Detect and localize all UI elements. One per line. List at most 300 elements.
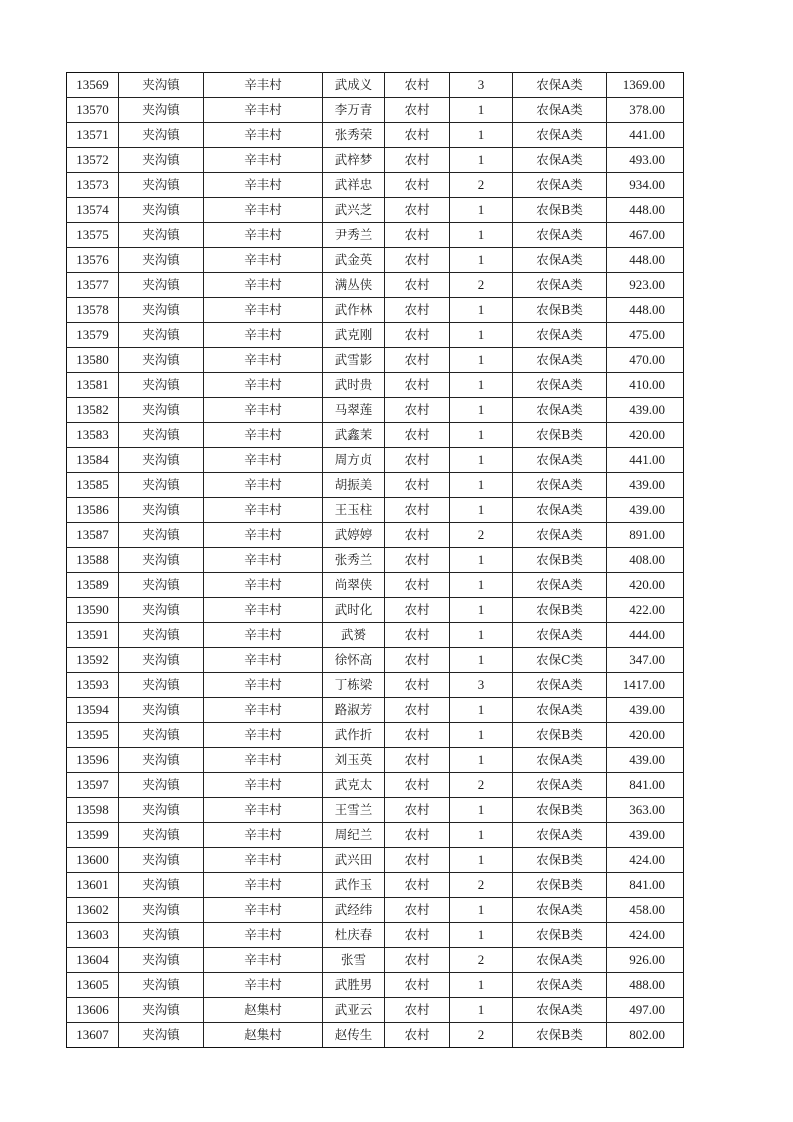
village-cell: 辛丰村 <box>204 798 323 823</box>
member-count-cell: 1 <box>450 548 513 573</box>
table-row <box>67 898 684 923</box>
row-number-cell: 13591 <box>67 623 119 648</box>
table-row <box>67 348 684 373</box>
amount-cell: 444.00 <box>607 623 684 648</box>
table-row <box>67 1023 684 1048</box>
table-row <box>67 673 684 698</box>
member-count-cell: 2 <box>450 1023 513 1048</box>
village-cell: 辛丰村 <box>204 423 323 448</box>
person-name-cell: 王雪兰 <box>323 798 385 823</box>
table-row <box>67 248 684 273</box>
row-number-cell: 13602 <box>67 898 119 923</box>
household-type-cell: 农村 <box>385 73 450 98</box>
village-cell: 赵集村 <box>204 998 323 1023</box>
amount-cell: 422.00 <box>607 598 684 623</box>
amount-cell: 497.00 <box>607 998 684 1023</box>
village-cell: 辛丰村 <box>204 573 323 598</box>
amount-cell: 458.00 <box>607 898 684 923</box>
person-name-cell: 武婷婷 <box>323 523 385 548</box>
person-name-cell: 武经纬 <box>323 898 385 923</box>
village-cell: 辛丰村 <box>204 873 323 898</box>
household-type-cell: 农村 <box>385 998 450 1023</box>
town-cell: 夹沟镇 <box>119 348 204 373</box>
person-name-cell: 徐怀高 <box>323 648 385 673</box>
member-count-cell: 1 <box>450 748 513 773</box>
village-cell: 辛丰村 <box>204 948 323 973</box>
member-count-cell: 1 <box>450 148 513 173</box>
member-count-cell: 1 <box>450 973 513 998</box>
household-type-cell: 农村 <box>385 948 450 973</box>
household-type-cell: 农村 <box>385 198 450 223</box>
amount-cell: 448.00 <box>607 248 684 273</box>
amount-cell: 923.00 <box>607 273 684 298</box>
table-row <box>67 498 684 523</box>
town-cell: 夹沟镇 <box>119 98 204 123</box>
member-count-cell: 1 <box>450 623 513 648</box>
row-number-cell: 13599 <box>67 823 119 848</box>
town-cell: 夹沟镇 <box>119 698 204 723</box>
insurance-category-cell: 农保A类 <box>513 523 607 548</box>
town-cell: 夹沟镇 <box>119 948 204 973</box>
town-cell: 夹沟镇 <box>119 223 204 248</box>
row-number-cell: 13604 <box>67 948 119 973</box>
amount-cell: 467.00 <box>607 223 684 248</box>
village-cell: 赵集村 <box>204 1023 323 1048</box>
town-cell: 夹沟镇 <box>119 148 204 173</box>
amount-cell: 424.00 <box>607 848 684 873</box>
household-type-cell: 农村 <box>385 223 450 248</box>
person-name-cell: 赵传生 <box>323 1023 385 1048</box>
member-count-cell: 1 <box>450 448 513 473</box>
insurance-category-cell: 农保B类 <box>513 798 607 823</box>
town-cell: 夹沟镇 <box>119 323 204 348</box>
household-type-cell: 农村 <box>385 898 450 923</box>
person-name-cell: 张秀荣 <box>323 123 385 148</box>
member-count-cell: 1 <box>450 848 513 873</box>
amount-cell: 841.00 <box>607 873 684 898</box>
amount-cell: 934.00 <box>607 173 684 198</box>
town-cell: 夹沟镇 <box>119 423 204 448</box>
village-cell: 辛丰村 <box>204 898 323 923</box>
household-type-cell: 农村 <box>385 573 450 598</box>
table-row <box>67 598 684 623</box>
amount-cell: 420.00 <box>607 573 684 598</box>
town-cell: 夹沟镇 <box>119 848 204 873</box>
insurance-category-cell: 农保A类 <box>513 223 607 248</box>
amount-cell: 439.00 <box>607 498 684 523</box>
table-row <box>67 548 684 573</box>
table-row <box>67 648 684 673</box>
town-cell: 夹沟镇 <box>119 773 204 798</box>
insurance-category-cell: 农保A类 <box>513 398 607 423</box>
table-row <box>67 923 684 948</box>
table-row <box>67 98 684 123</box>
person-name-cell: 武雪影 <box>323 348 385 373</box>
amount-cell: 420.00 <box>607 723 684 748</box>
insurance-category-cell: 农保A类 <box>513 98 607 123</box>
row-number-cell: 13592 <box>67 648 119 673</box>
amount-cell: 493.00 <box>607 148 684 173</box>
insurance-category-cell: 农保A类 <box>513 248 607 273</box>
insurance-category-cell: 农保A类 <box>513 698 607 723</box>
row-number-cell: 13577 <box>67 273 119 298</box>
row-number-cell: 13597 <box>67 773 119 798</box>
row-number-cell: 13603 <box>67 923 119 948</box>
table-row <box>67 423 684 448</box>
member-count-cell: 1 <box>450 373 513 398</box>
member-count-cell: 1 <box>450 248 513 273</box>
village-cell: 辛丰村 <box>204 448 323 473</box>
insurance-category-cell: 农保A类 <box>513 448 607 473</box>
village-cell: 辛丰村 <box>204 198 323 223</box>
town-cell: 夹沟镇 <box>119 73 204 98</box>
insurance-category-cell: 农保B类 <box>513 298 607 323</box>
insurance-category-cell: 农保B类 <box>513 1023 607 1048</box>
insurance-category-cell: 农保A类 <box>513 998 607 1023</box>
row-number-cell: 13580 <box>67 348 119 373</box>
town-cell: 夹沟镇 <box>119 273 204 298</box>
village-cell: 辛丰村 <box>204 773 323 798</box>
member-count-cell: 1 <box>450 348 513 373</box>
household-type-cell: 农村 <box>385 598 450 623</box>
insurance-category-cell: 农保A类 <box>513 273 607 298</box>
insurance-category-cell: 农保A类 <box>513 473 607 498</box>
insurance-category-cell: 农保B类 <box>513 873 607 898</box>
row-number-cell: 13607 <box>67 1023 119 1048</box>
village-cell: 辛丰村 <box>204 623 323 648</box>
town-cell: 夹沟镇 <box>119 598 204 623</box>
amount-cell: 439.00 <box>607 473 684 498</box>
row-number-cell: 13575 <box>67 223 119 248</box>
person-name-cell: 武兴田 <box>323 848 385 873</box>
row-number-cell: 13572 <box>67 148 119 173</box>
person-name-cell: 武成义 <box>323 73 385 98</box>
insurance-category-cell: 农保A类 <box>513 373 607 398</box>
person-name-cell: 武作折 <box>323 723 385 748</box>
amount-cell: 439.00 <box>607 698 684 723</box>
household-type-cell: 农村 <box>385 798 450 823</box>
amount-cell: 1369.00 <box>607 73 684 98</box>
town-cell: 夹沟镇 <box>119 623 204 648</box>
person-name-cell: 杜庆春 <box>323 923 385 948</box>
table-row <box>67 273 684 298</box>
household-type-cell: 农村 <box>385 373 450 398</box>
table-row <box>67 173 684 198</box>
table-row <box>67 773 684 798</box>
town-cell: 夹沟镇 <box>119 448 204 473</box>
insurance-category-cell: 农保A类 <box>513 123 607 148</box>
member-count-cell: 1 <box>450 698 513 723</box>
member-count-cell: 1 <box>450 498 513 523</box>
insurance-category-cell: 农保C类 <box>513 648 607 673</box>
household-type-cell: 农村 <box>385 648 450 673</box>
person-name-cell: 周方贞 <box>323 448 385 473</box>
town-cell: 夹沟镇 <box>119 198 204 223</box>
household-type-cell: 农村 <box>385 623 450 648</box>
insurance-category-cell: 农保A类 <box>513 73 607 98</box>
village-cell: 辛丰村 <box>204 698 323 723</box>
row-number-cell: 13595 <box>67 723 119 748</box>
member-count-cell: 2 <box>450 873 513 898</box>
table-row <box>67 523 684 548</box>
member-count-cell: 1 <box>450 573 513 598</box>
village-cell: 辛丰村 <box>204 748 323 773</box>
table-row <box>67 973 684 998</box>
household-type-cell: 农村 <box>385 398 450 423</box>
village-cell: 辛丰村 <box>204 523 323 548</box>
household-type-cell: 农村 <box>385 98 450 123</box>
town-cell: 夹沟镇 <box>119 248 204 273</box>
row-number-cell: 13583 <box>67 423 119 448</box>
row-number-cell: 13579 <box>67 323 119 348</box>
town-cell: 夹沟镇 <box>119 898 204 923</box>
table-row <box>67 223 684 248</box>
amount-cell: 441.00 <box>607 123 684 148</box>
table-row <box>67 123 684 148</box>
insurance-category-cell: 农保B类 <box>513 723 607 748</box>
person-name-cell: 武克刚 <box>323 323 385 348</box>
row-number-cell: 13571 <box>67 123 119 148</box>
table-row <box>67 948 684 973</box>
table-row <box>67 148 684 173</box>
insurance-category-cell: 农保A类 <box>513 348 607 373</box>
member-count-cell: 1 <box>450 823 513 848</box>
person-name-cell: 武作玉 <box>323 873 385 898</box>
household-type-cell: 农村 <box>385 773 450 798</box>
town-cell: 夹沟镇 <box>119 823 204 848</box>
insurance-category-cell: 农保A类 <box>513 823 607 848</box>
village-cell: 辛丰村 <box>204 498 323 523</box>
row-number-cell: 13590 <box>67 598 119 623</box>
table-row <box>67 473 684 498</box>
person-name-cell: 武梓梦 <box>323 148 385 173</box>
amount-cell: 439.00 <box>607 398 684 423</box>
member-count-cell: 1 <box>450 898 513 923</box>
household-type-cell: 农村 <box>385 723 450 748</box>
person-name-cell: 胡振美 <box>323 473 385 498</box>
village-cell: 辛丰村 <box>204 373 323 398</box>
table-row <box>67 998 684 1023</box>
table-row <box>67 823 684 848</box>
member-count-cell: 1 <box>450 648 513 673</box>
insurance-category-cell: 农保B类 <box>513 598 607 623</box>
household-type-cell: 农村 <box>385 273 450 298</box>
town-cell: 夹沟镇 <box>119 798 204 823</box>
village-cell: 辛丰村 <box>204 123 323 148</box>
household-type-cell: 农村 <box>385 123 450 148</box>
town-cell: 夹沟镇 <box>119 973 204 998</box>
table-row <box>67 298 684 323</box>
person-name-cell: 武时化 <box>323 598 385 623</box>
town-cell: 夹沟镇 <box>119 998 204 1023</box>
amount-cell: 439.00 <box>607 748 684 773</box>
household-type-cell: 农村 <box>385 673 450 698</box>
member-count-cell: 1 <box>450 298 513 323</box>
member-count-cell: 1 <box>450 198 513 223</box>
insurance-category-cell: 农保B类 <box>513 423 607 448</box>
row-number-cell: 13585 <box>67 473 119 498</box>
person-name-cell: 张秀兰 <box>323 548 385 573</box>
person-name-cell: 武胜男 <box>323 973 385 998</box>
row-number-cell: 13594 <box>67 698 119 723</box>
row-number-cell: 13574 <box>67 198 119 223</box>
table-row <box>67 373 684 398</box>
person-name-cell: 丁栋梁 <box>323 673 385 698</box>
person-name-cell: 马翠莲 <box>323 398 385 423</box>
household-type-cell: 农村 <box>385 348 450 373</box>
member-count-cell: 1 <box>450 723 513 748</box>
village-cell: 辛丰村 <box>204 323 323 348</box>
member-count-cell: 3 <box>450 673 513 698</box>
amount-cell: 802.00 <box>607 1023 684 1048</box>
person-name-cell: 满丛侠 <box>323 273 385 298</box>
household-type-cell: 农村 <box>385 923 450 948</box>
household-type-cell: 农村 <box>385 698 450 723</box>
village-cell: 辛丰村 <box>204 248 323 273</box>
village-cell: 辛丰村 <box>204 673 323 698</box>
table-row <box>67 398 684 423</box>
person-name-cell: 武兴芝 <box>323 198 385 223</box>
household-type-cell: 农村 <box>385 248 450 273</box>
person-name-cell: 武亚云 <box>323 998 385 1023</box>
village-cell: 辛丰村 <box>204 298 323 323</box>
insurance-category-cell: 农保B类 <box>513 923 607 948</box>
member-count-cell: 1 <box>450 123 513 148</box>
person-name-cell: 尹秀兰 <box>323 223 385 248</box>
member-count-cell: 1 <box>450 473 513 498</box>
insurance-category-cell: 农保A类 <box>513 773 607 798</box>
household-type-cell: 农村 <box>385 873 450 898</box>
member-count-cell: 2 <box>450 523 513 548</box>
amount-cell: 410.00 <box>607 373 684 398</box>
insurance-category-cell: 农保A类 <box>513 148 607 173</box>
town-cell: 夹沟镇 <box>119 473 204 498</box>
amount-cell: 841.00 <box>607 773 684 798</box>
person-name-cell: 王玉柱 <box>323 498 385 523</box>
member-count-cell: 1 <box>450 998 513 1023</box>
table-row <box>67 698 684 723</box>
row-number-cell: 13570 <box>67 98 119 123</box>
row-number-cell: 13581 <box>67 373 119 398</box>
member-count-cell: 1 <box>450 323 513 348</box>
person-name-cell: 武赟 <box>323 623 385 648</box>
town-cell: 夹沟镇 <box>119 373 204 398</box>
table-row <box>67 848 684 873</box>
village-cell: 辛丰村 <box>204 848 323 873</box>
household-type-cell: 农村 <box>385 323 450 348</box>
member-count-cell: 2 <box>450 173 513 198</box>
insurance-category-cell: 农保A类 <box>513 623 607 648</box>
household-type-cell: 农村 <box>385 1023 450 1048</box>
row-number-cell: 13573 <box>67 173 119 198</box>
row-number-cell: 13582 <box>67 398 119 423</box>
village-cell: 辛丰村 <box>204 723 323 748</box>
household-type-cell: 农村 <box>385 973 450 998</box>
village-cell: 辛丰村 <box>204 823 323 848</box>
table-row <box>67 73 684 98</box>
village-cell: 辛丰村 <box>204 148 323 173</box>
town-cell: 夹沟镇 <box>119 923 204 948</box>
person-name-cell: 刘玉英 <box>323 748 385 773</box>
village-cell: 辛丰村 <box>204 648 323 673</box>
insurance-category-cell: 农保A类 <box>513 498 607 523</box>
household-type-cell: 农村 <box>385 848 450 873</box>
town-cell: 夹沟镇 <box>119 748 204 773</box>
insurance-category-cell: 农保B类 <box>513 848 607 873</box>
row-number-cell: 13596 <box>67 748 119 773</box>
insurance-category-cell: 农保A类 <box>513 673 607 698</box>
town-cell: 夹沟镇 <box>119 873 204 898</box>
town-cell: 夹沟镇 <box>119 548 204 573</box>
table-body <box>67 73 684 1048</box>
amount-cell: 470.00 <box>607 348 684 373</box>
member-count-cell: 1 <box>450 598 513 623</box>
amount-cell: 347.00 <box>607 648 684 673</box>
member-count-cell: 1 <box>450 423 513 448</box>
person-name-cell: 尚翠侠 <box>323 573 385 598</box>
insurance-category-cell: 农保A类 <box>513 573 607 598</box>
member-count-cell: 1 <box>450 798 513 823</box>
table-row <box>67 573 684 598</box>
member-count-cell: 2 <box>450 273 513 298</box>
town-cell: 夹沟镇 <box>119 398 204 423</box>
member-count-cell: 3 <box>450 73 513 98</box>
table-row <box>67 448 684 473</box>
member-count-cell: 1 <box>450 923 513 948</box>
row-number-cell: 13593 <box>67 673 119 698</box>
row-number-cell: 13601 <box>67 873 119 898</box>
row-number-cell: 13584 <box>67 448 119 473</box>
person-name-cell: 武作林 <box>323 298 385 323</box>
person-name-cell: 武鑫茉 <box>323 423 385 448</box>
insurance-category-cell: 农保B类 <box>513 198 607 223</box>
amount-cell: 448.00 <box>607 298 684 323</box>
member-count-cell: 1 <box>450 223 513 248</box>
amount-cell: 378.00 <box>607 98 684 123</box>
town-cell: 夹沟镇 <box>119 573 204 598</box>
person-name-cell: 武克太 <box>323 773 385 798</box>
village-cell: 辛丰村 <box>204 548 323 573</box>
amount-cell: 926.00 <box>607 948 684 973</box>
amount-cell: 424.00 <box>607 923 684 948</box>
household-type-cell: 农村 <box>385 523 450 548</box>
household-type-cell: 农村 <box>385 423 450 448</box>
insurance-category-cell: 农保A类 <box>513 898 607 923</box>
table-row <box>67 198 684 223</box>
insurance-category-cell: 农保A类 <box>513 748 607 773</box>
household-type-cell: 农村 <box>385 448 450 473</box>
person-name-cell: 路淑芳 <box>323 698 385 723</box>
insurance-category-cell: 农保A类 <box>513 948 607 973</box>
village-cell: 辛丰村 <box>204 973 323 998</box>
amount-cell: 420.00 <box>607 423 684 448</box>
member-count-cell: 2 <box>450 948 513 973</box>
table-row <box>67 798 684 823</box>
village-cell: 辛丰村 <box>204 398 323 423</box>
town-cell: 夹沟镇 <box>119 298 204 323</box>
insurance-category-cell: 农保B类 <box>513 548 607 573</box>
person-name-cell: 武时贵 <box>323 373 385 398</box>
amount-cell: 441.00 <box>607 448 684 473</box>
village-cell: 辛丰村 <box>204 173 323 198</box>
insurance-category-cell: 农保A类 <box>513 173 607 198</box>
row-number-cell: 13586 <box>67 498 119 523</box>
amount-cell: 448.00 <box>607 198 684 223</box>
table-row <box>67 748 684 773</box>
household-type-cell: 农村 <box>385 748 450 773</box>
table-row <box>67 323 684 348</box>
row-number-cell: 13587 <box>67 523 119 548</box>
